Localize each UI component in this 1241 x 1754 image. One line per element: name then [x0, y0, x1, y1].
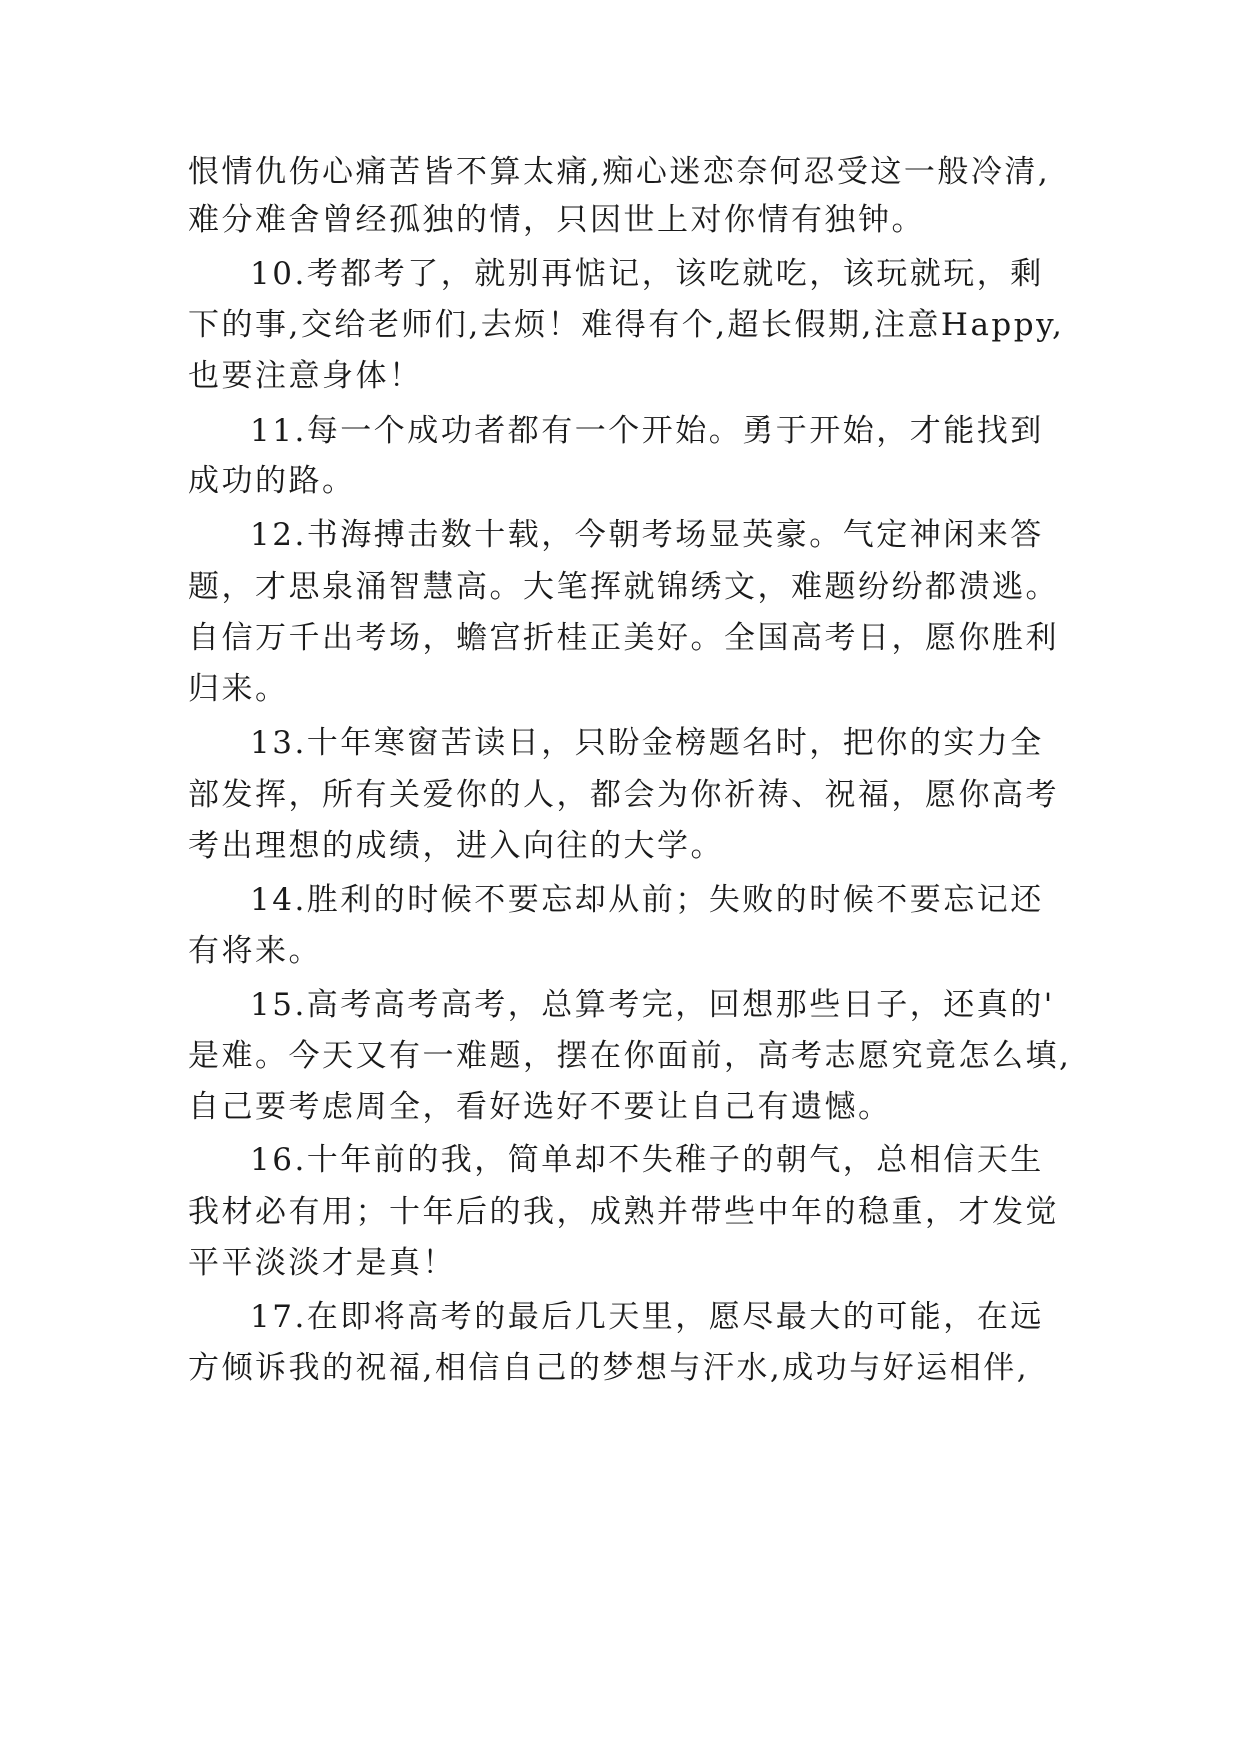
text-line: 部发挥，所有关爱你的人，都会为你祈祷、祝福，愿你高考 [188, 777, 1059, 813]
text-line: 14.胜利的时候不要忘却从前；失败的时候不要忘记还 [250, 882, 1044, 918]
text-line: 方倾诉我的祝福,相信自己的梦想与汗水,成功与好运相伴, [188, 1350, 1030, 1386]
text-line: 恨情仇伤心痛苦皆不算太痛,痴心迷恋奈何忍受这一般冷清, [188, 154, 1051, 190]
text-line: 16.十年前的我，简单却不失稚子的朝气，总相信天生 [250, 1142, 1044, 1178]
text-line: 10.考都考了，就别再惦记，该吃就吃，该玩就玩，剩 [250, 256, 1044, 292]
text-line: 自己要考虑周全，看好选好不要让自己有遗憾。 [188, 1089, 892, 1125]
text-line: 12.书海搏击数十载，今朝考场显英豪。气定神闲来答 [250, 517, 1044, 553]
text-line: 下的事,交给老师们,去烦！难得有个,超长假期,注意Happy, [188, 307, 1065, 343]
text-line: 是难。今天又有一难题，摆在你面前，高考志愿究竟怎么填, [188, 1038, 1072, 1074]
text-line: 我材必有用；十年后的我，成熟并带些中年的稳重，才发觉 [188, 1194, 1059, 1230]
text-line: 13.十年寒窗苦读日，只盼金榜题名时，把你的实力全 [250, 725, 1044, 761]
text-line: 题，才思泉涌智慧高。大笔挥就锦绣文，难题纷纷都溃逃。 [188, 569, 1059, 605]
text-line: 归来。 [188, 671, 289, 707]
text-line: 自信万千出考场，蟾宫折桂正美好。全国高考日，愿你胜利 [188, 620, 1059, 656]
text-line: 11.每一个成功者都有一个开始。勇于开始，才能找到 [250, 413, 1044, 449]
text-line: 有将来。 [188, 933, 322, 969]
text-line: 考出理想的成绩，进入向往的大学。 [188, 828, 724, 864]
text-line: 难分难舍曾经孤独的情，只因世上对你情有独钟。 [188, 202, 925, 238]
text-line: 成功的路。 [188, 463, 356, 499]
text-line: 平平淡淡才是真！ [188, 1245, 456, 1281]
text-line: 15.高考高考高考，总算考完，回想那些日子，还真的' [250, 987, 1055, 1023]
text-line: 17.在即将高考的最后几天里，愿尽最大的可能，在远 [250, 1299, 1044, 1335]
text-line: 也要注意身体！ [188, 358, 423, 394]
